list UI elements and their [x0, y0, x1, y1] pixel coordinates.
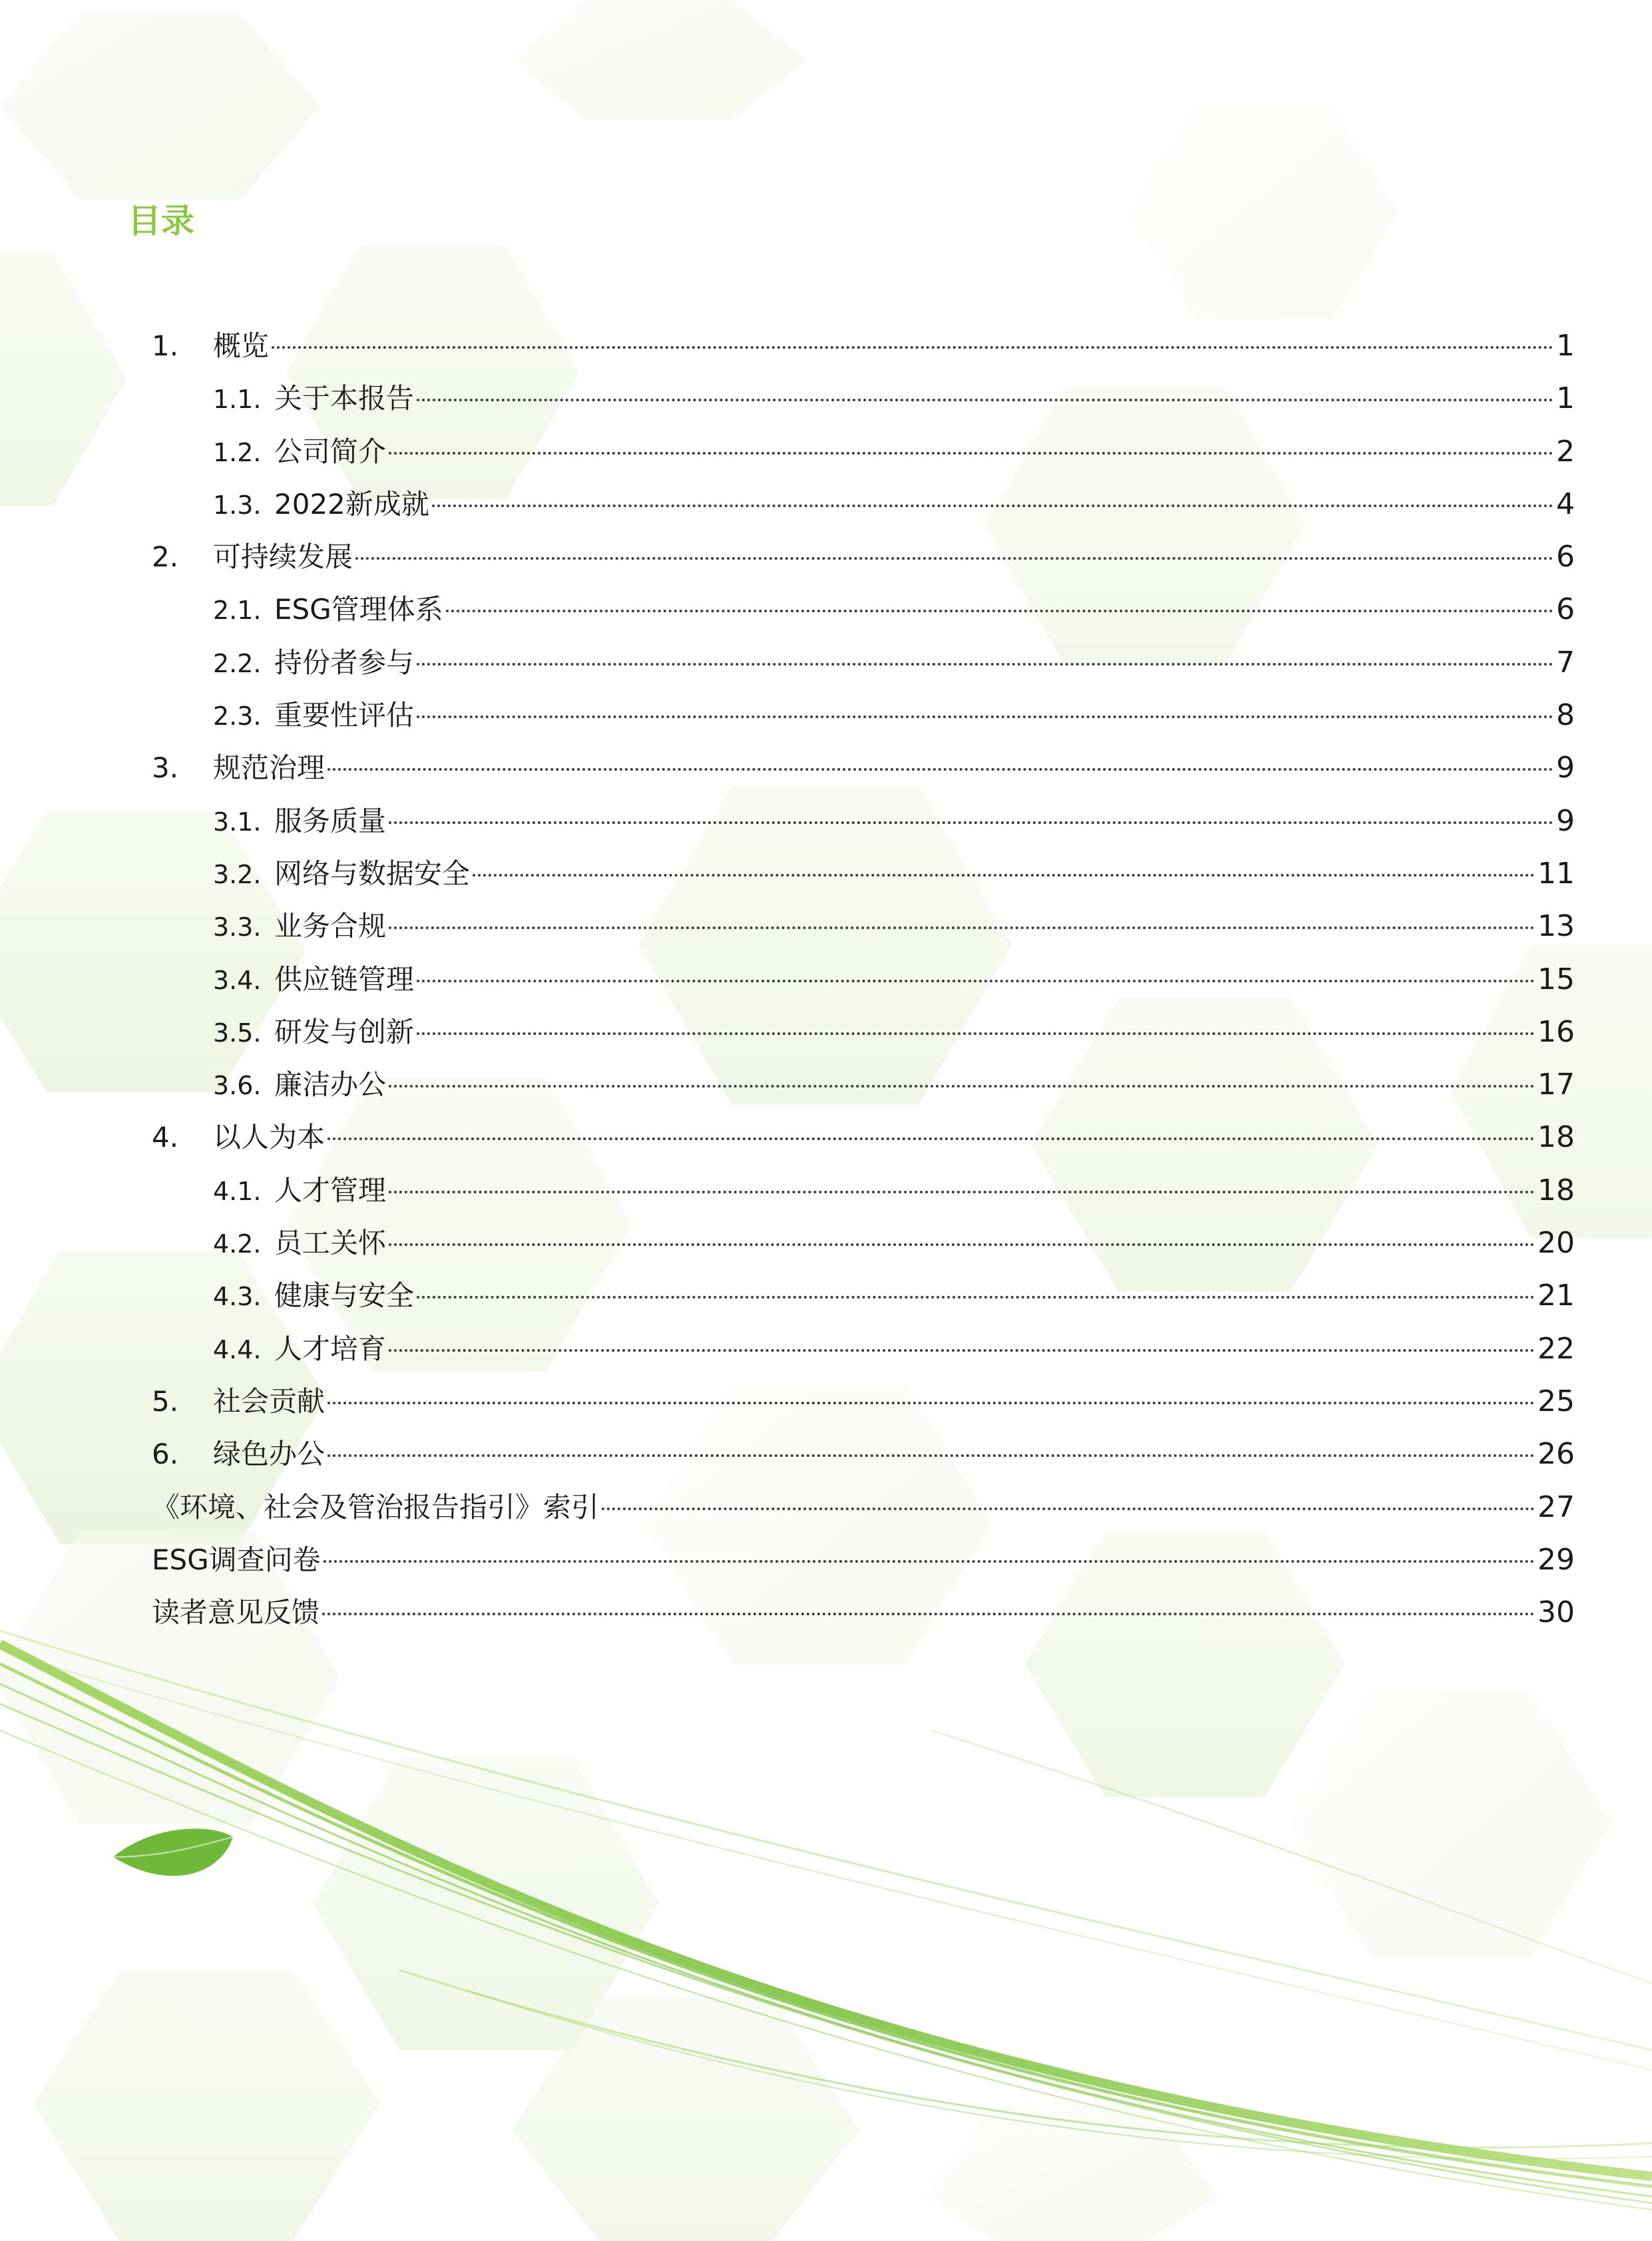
- toc-entry-page: 29: [1538, 1542, 1575, 1577]
- toc-entry[interactable]: [152, 485, 1575, 537]
- toc-entry-label: 员工关怀: [274, 1227, 387, 1260]
- toc-entry-page: 26: [1538, 1437, 1575, 1472]
- toc-entry-page: 18: [1538, 1173, 1575, 1207]
- toc-entry[interactable]: [152, 960, 1575, 1012]
- toc-entry-label: 供应链管理: [274, 962, 415, 996]
- toc-entry-label: 服务质量: [274, 804, 387, 837]
- toc-dot-leader: [327, 1402, 1535, 1404]
- toc-dot-leader: [389, 1243, 1535, 1246]
- toc-dot-leader: [327, 768, 1553, 771]
- toc-entry[interactable]: [152, 1065, 1575, 1118]
- toc-entry-label: 网络与数据安全: [274, 857, 471, 890]
- toc-entry-number: 1.1.: [213, 385, 262, 415]
- toc-dot-leader: [417, 1032, 1535, 1035]
- toc-entry-number: 2.1.: [213, 596, 262, 626]
- toc-entry-label: 绿色办公: [213, 1438, 325, 1471]
- toc-entry[interactable]: [152, 1223, 1575, 1276]
- toc-entry-number: 2.3.: [213, 702, 262, 731]
- toc-entry[interactable]: [152, 590, 1575, 642]
- toc-entry-number: 4.: [152, 1121, 179, 1154]
- toc-entry-label: ESG调查问卷: [152, 1543, 321, 1576]
- toc-entry-label: 重要性评估: [274, 699, 415, 732]
- toc-dot-leader: [446, 610, 1553, 612]
- toc-entry[interactable]: [152, 1434, 1575, 1487]
- toc-entry[interactable]: [152, 1593, 1575, 1645]
- toc-entry-number: 4.3.: [213, 1282, 262, 1312]
- toc-entry[interactable]: [152, 1118, 1575, 1170]
- toc-dot-leader: [327, 1454, 1535, 1457]
- toc-entry[interactable]: [152, 537, 1575, 590]
- toc-dot-leader: [389, 1349, 1535, 1352]
- toc-entry-label: 健康与安全: [274, 1279, 415, 1313]
- table-of-contents: [152, 326, 1575, 1645]
- toc-entry-number: 3.6.: [213, 1071, 262, 1101]
- toc-entry-page: 9: [1556, 751, 1575, 785]
- toc-dot-leader: [473, 874, 1535, 877]
- toc-entry[interactable]: [152, 1488, 1575, 1540]
- toc-entry-label: ESG管理体系: [274, 593, 443, 626]
- toc-entry-page: 13: [1538, 909, 1575, 944]
- toc-entry-page: 17: [1538, 1068, 1575, 1102]
- toc-dot-leader: [389, 821, 1553, 824]
- toc-entry-label: 概览: [213, 329, 270, 362]
- toc-entry-number: 3.4.: [213, 965, 262, 995]
- toc-entry[interactable]: [152, 643, 1575, 696]
- toc-entry-number: 3.2.: [213, 859, 262, 889]
- toc-entry-number: 1.3.: [213, 490, 262, 520]
- toc-entry-page: 11: [1538, 856, 1575, 891]
- toc-entry-number: 4.4.: [213, 1334, 262, 1364]
- toc-entry[interactable]: [152, 1276, 1575, 1328]
- toc-entry-label: 关于本报告: [274, 382, 415, 415]
- toc-entry-label: 持份者参与: [274, 646, 415, 679]
- toc-entry-label: 《环境、社会及管治报告指引》索引: [152, 1490, 600, 1524]
- toc-dot-leader: [322, 1613, 1535, 1615]
- toc-entry-number: 1.: [152, 329, 179, 362]
- toc-dot-leader: [272, 346, 1553, 349]
- toc-entry[interactable]: [152, 696, 1575, 748]
- toc-entry[interactable]: [152, 907, 1575, 959]
- toc-entry-page: 21: [1538, 1279, 1575, 1313]
- toc-entry[interactable]: [152, 1329, 1575, 1382]
- toc-dot-leader: [602, 1508, 1535, 1510]
- toc-entry-label: 人才管理: [274, 1173, 387, 1207]
- toc-entry-page: 25: [1538, 1384, 1575, 1418]
- toc-entry-label: 可持续发展: [213, 540, 353, 574]
- toc-entry-page: 27: [1538, 1490, 1575, 1524]
- toc-dot-leader: [389, 926, 1535, 929]
- toc-dot-leader: [432, 505, 1553, 507]
- toc-entry-page: 1: [1556, 329, 1575, 363]
- toc-entry-number: 5.: [152, 1384, 179, 1418]
- toc-entry[interactable]: [152, 1540, 1575, 1593]
- toc-entry-page: 16: [1538, 1014, 1575, 1049]
- toc-entry-label: 2022新成就: [274, 487, 429, 520]
- toc-dot-leader: [417, 663, 1553, 666]
- toc-entry-page: 30: [1538, 1595, 1575, 1630]
- toc-entry[interactable]: [152, 326, 1575, 379]
- toc-entry-label: 研发与创新: [274, 1015, 415, 1048]
- toc-entry-page: 18: [1538, 1120, 1575, 1155]
- toc-entry[interactable]: [152, 432, 1575, 485]
- toc-entry-number: 2.2.: [213, 648, 262, 678]
- toc-entry-label: 廉洁办公: [274, 1068, 387, 1102]
- toc-entry-label: 读者意见反馈: [152, 1596, 320, 1629]
- toc-entry-number: 1.2.: [213, 437, 262, 467]
- toc-dot-leader: [389, 452, 1553, 455]
- toc-dot-leader: [417, 715, 1553, 718]
- toc-entry-page: 1: [1556, 381, 1575, 416]
- toc-dot-leader: [327, 1137, 1535, 1140]
- toc-entry[interactable]: [152, 854, 1575, 907]
- toc-title: 目录: [128, 202, 194, 240]
- toc-entry[interactable]: [152, 379, 1575, 431]
- toc-dot-leader: [323, 1560, 1535, 1563]
- toc-entry-label: 社会贡献: [213, 1384, 325, 1418]
- toc-dot-leader: [389, 1085, 1535, 1088]
- toc-entry[interactable]: [152, 748, 1575, 801]
- toc-dot-leader: [417, 1296, 1535, 1299]
- toc-entry-page: 6: [1556, 592, 1575, 627]
- toc-entry-page: 9: [1556, 803, 1575, 838]
- toc-entry[interactable]: [152, 1382, 1575, 1434]
- toc-entry-label: 公司简介: [274, 435, 387, 468]
- toc-entry-label: 人才培育: [274, 1332, 387, 1365]
- toc-entry-page: 20: [1538, 1226, 1575, 1261]
- toc-entry-page: 4: [1556, 487, 1575, 521]
- toc-entry-number: 4.1.: [213, 1176, 262, 1206]
- toc-dot-leader: [417, 399, 1553, 401]
- toc-entry-page: 15: [1538, 962, 1575, 996]
- toc-entry[interactable]: [152, 801, 1575, 854]
- toc-entry[interactable]: [152, 1171, 1575, 1223]
- toc-entry-page: 6: [1556, 540, 1575, 574]
- toc-dot-leader: [389, 1191, 1535, 1193]
- toc-entry[interactable]: [152, 1012, 1575, 1065]
- toc-dot-leader: [417, 980, 1535, 982]
- toc-dot-leader: [355, 557, 1553, 560]
- toc-entry-page: 2: [1556, 434, 1575, 469]
- toc-entry-number: 3.1.: [213, 807, 262, 837]
- toc-entry-label: 以人为本: [213, 1121, 325, 1154]
- toc-entry-number: 2.: [152, 540, 179, 574]
- toc-entry-number: 3.5.: [213, 1018, 262, 1048]
- toc-entry-number: 6.: [152, 1438, 179, 1471]
- toc-entry-label: 业务合规: [274, 910, 387, 943]
- toc-entry-page: 8: [1556, 698, 1575, 733]
- toc-entry-label: 规范治理: [213, 751, 325, 785]
- toc-entry-page: 22: [1538, 1331, 1575, 1366]
- toc-entry-number: 3.: [152, 751, 179, 785]
- toc-entry-number: 3.3.: [213, 913, 262, 942]
- toc-entry-number: 4.2.: [213, 1229, 262, 1259]
- toc-entry-page: 7: [1556, 645, 1575, 680]
